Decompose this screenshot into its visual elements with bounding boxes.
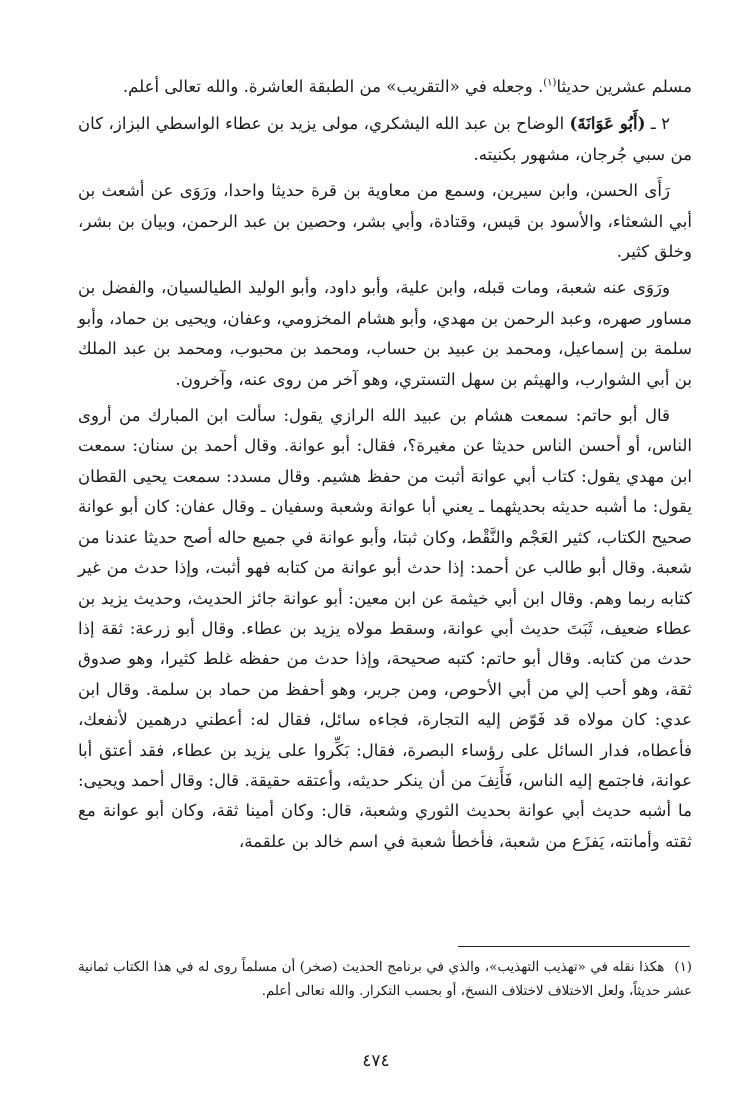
footnote-text: هكذا نقله في «تهذيب التهذيب»، والذي في برنامج الحديث (صخر) أن مسلماً روى له في هذا الكتاب ثمانية عشر حديثاً، ولعل الاختلاف لاختلاف النسخ، أو بحسب التكرار. والله تعالى أعلم. bbox=[78, 960, 692, 999]
entry-name: (أَبُو عَوَانَةَ) bbox=[569, 113, 646, 134]
entry-number: ٢ ـ bbox=[650, 114, 670, 134]
paragraph-1-text: مسلم عشرين حديثا bbox=[556, 77, 692, 96]
footnote-marker: (١) bbox=[543, 77, 557, 89]
paragraph-5: قال أبو حاتم: سمعت هشام بن عبيد الله الرازي يقول: سألت ابن المبارك من أروى الناس، أو أحسن الناس حديثا عن مغيرة؟، فقال: أبو عوانة. وقال أحمد بن سنان: سمعت ابن مهدي يقول: كتاب أبي عوانة أثبت من حفظ هشيم. وقال مسدد: سمعت يحيى القطان يقول: ما أشبه حديثه بحديثهما ـ يعني أبا عوانة وشعبة وسفيان ـ وقال عفان: كان أبو عوانة صحيح الكتاب، كثير العَجْم والنَّقْط، وكان ثبتا، وأبو عوانة في جميع حاله أصح حديثا عندنا من شعبة. وقال أبو طالب عن أحمد: إذا حدث أبو عوانة من كتابه فهو أثبت، وإذا حدث من غير كتابه ربما وهم. وقال ابن أبي خيثمة عن ابن معين: أبو عوانة جائز الحديث، وحديث يزيد بن عطاء ضعيف، ثَبَتَ حديث أبي عوانة، وسقط مولاه يزيد بن عطاء. وقال أبو زرعة: ثقة إذا حدث من كتابه. وقال أبو حاتم: كتبه صحيحة، وإذا حدث من حفظه غلط كثيرا، وهو صدوق ثقة، وهو أحب إلي من أبي الأحوص، ومن جرير، وهو أحفظ من حماد بن سلمة. وقال ابن عدي: كان مولاه قد فَوّض إليه التجارة، فجاءه سائل، فقال له: أعطني درهمين لأنفعك، فأعطاه، فدار السائل على رؤساء البصرة، فقال: بَكِّروا على يزيد بن عطاء، فقد أعتق أبا عوانة، فاجتمع إليه الناس، فَأَنِفَ من أن ينكر حديثه، وأعتقه حقيقة. قال: وقال أحمد ويحيى: ما أشبه حديث أبي عوانة بحديث الثوري وشعبة، قال: وكان أمينا ثقة، وكان أبو عوانة مع ثقته وأمانته، يَفزَع من شعبة، فأخطأ شعبة في اسم خالد بن علقمة، bbox=[78, 406, 692, 851]
footnote-divider bbox=[458, 946, 690, 947]
footnote-number: (١) bbox=[674, 960, 692, 975]
paragraph-1 bbox=[78, 72, 692, 102]
footnote-1 bbox=[78, 956, 692, 1004]
main-text bbox=[78, 72, 692, 863]
paragraph-1-rest: . وجعله في «التقريب» من الطبقة العاشرة. والله تعالى أعلم. bbox=[122, 77, 544, 96]
entry-description: الوضاح بن عبد الله اليشكري، مولى يزيد بن عطاء الواسطي البزاز، كان من سبي جُرجان، مشهور بكنيته. bbox=[78, 114, 692, 164]
footnotes bbox=[78, 956, 692, 1004]
page-number: ٤٧٤ bbox=[362, 1051, 390, 1071]
paragraph-4: ورَوَى عنه شعبة، ومات قبله، وابن علية، وأبو داود، وأبو الوليد الطيالسيان، والفضل بن مساور صهره، وعبد الرحمن بن مهدي، وأبو هشام المخزومي، وعفان، ويحيى بن حماد، وأبو سلمة بن إسماعيل، ومحمد بن عبيد بن حساب، ومحمد بن محبوب، ومحمد بن عبد الملك بن أبي الشوارب، والهيثم بن سهل التستري، وهو آخر من روى عنه، وآخرون. bbox=[78, 278, 692, 389]
paragraph-3: رَأَى الحسن، وابن سيرين، وسمع من معاوية بن قرة حديثا واحدا، ورَوَى عن أشعث بن أبي الشعثاء، والأسود بن قيس، وقتادة، وأبي بشر، وحصين بن عبد الرحمن، وبيان بن بشر، وخلق كثير. bbox=[78, 181, 692, 262]
paragraph-2-entry bbox=[78, 108, 692, 170]
